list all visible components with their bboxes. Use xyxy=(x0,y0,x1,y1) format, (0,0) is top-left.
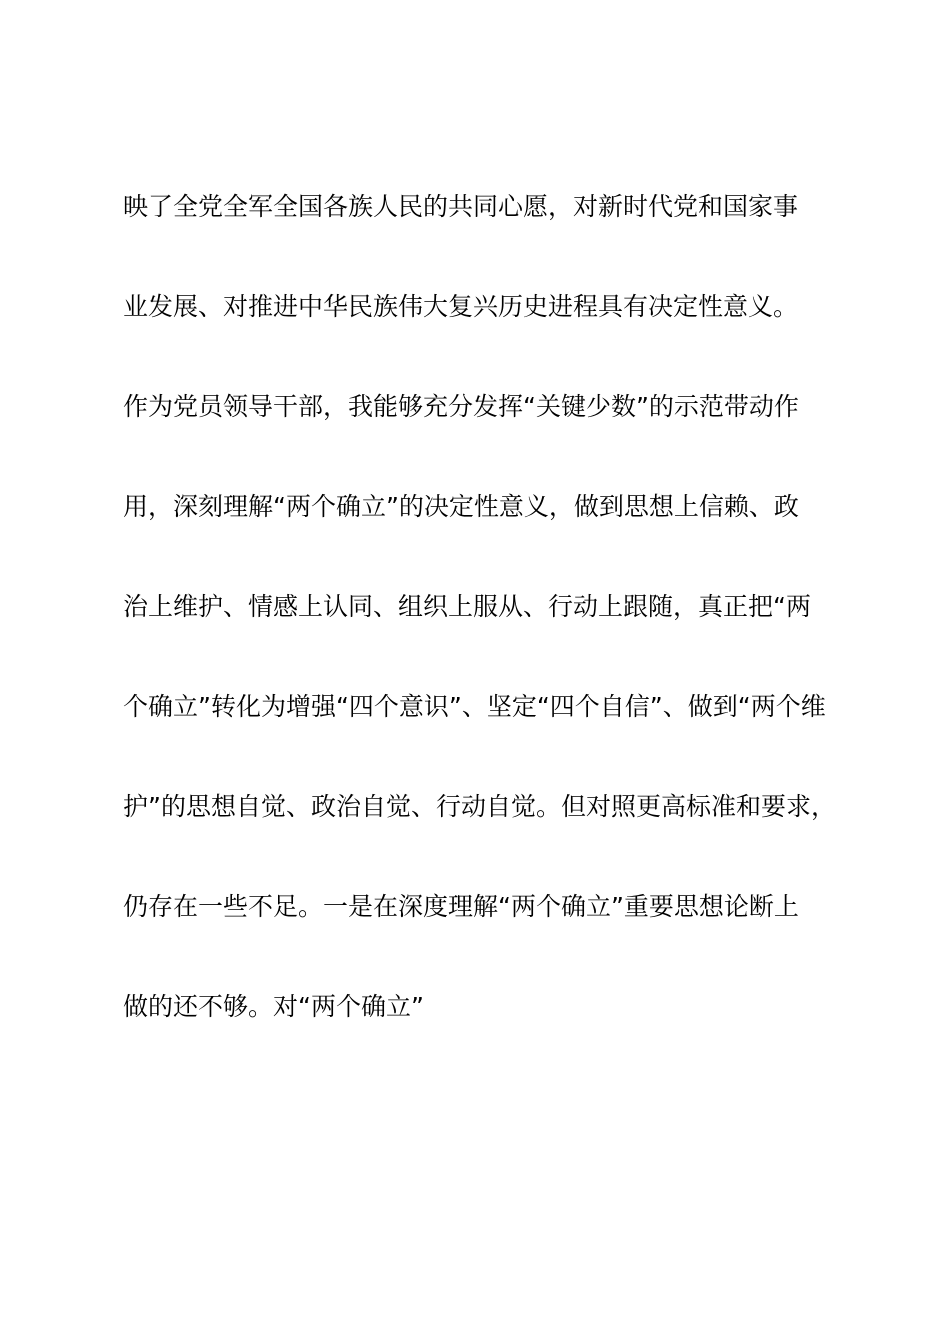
text-line-1: 映了全党全军全国各族人民的共同心愿，对新时代党和国家事 xyxy=(123,192,799,221)
text-line-5: 治上维护、情感上认同、组织上服从、行动上跟随，真正把“两 xyxy=(123,592,811,621)
text-line-8: 仍存在一些不足。一是在深度理解“两个确立”重要思想论断上 xyxy=(123,892,799,921)
text-line-2: 业发展、对推进中华民族伟大复兴历史进程具有决定性意义。 xyxy=(123,292,799,321)
text-line-7: 护”的思想自觉、政治自觉、行动自觉。但对照更高标准和要求， xyxy=(123,792,836,821)
text-line-9: 做的还不够。对“两个确立” xyxy=(123,992,424,1021)
body-text xyxy=(123,182,883,1082)
text-line-6: 个确立”转化为增强“四个意识”、坚定“四个自信”、做到“两个维 xyxy=(123,692,826,721)
text-line-3: 作为党员领导干部，我能够充分发挥“关键少数”的示范带动作 xyxy=(123,392,799,421)
text-line-4: 用，深刻理解“两个确立”的决定性意义，做到思想上信赖、政 xyxy=(123,492,799,521)
